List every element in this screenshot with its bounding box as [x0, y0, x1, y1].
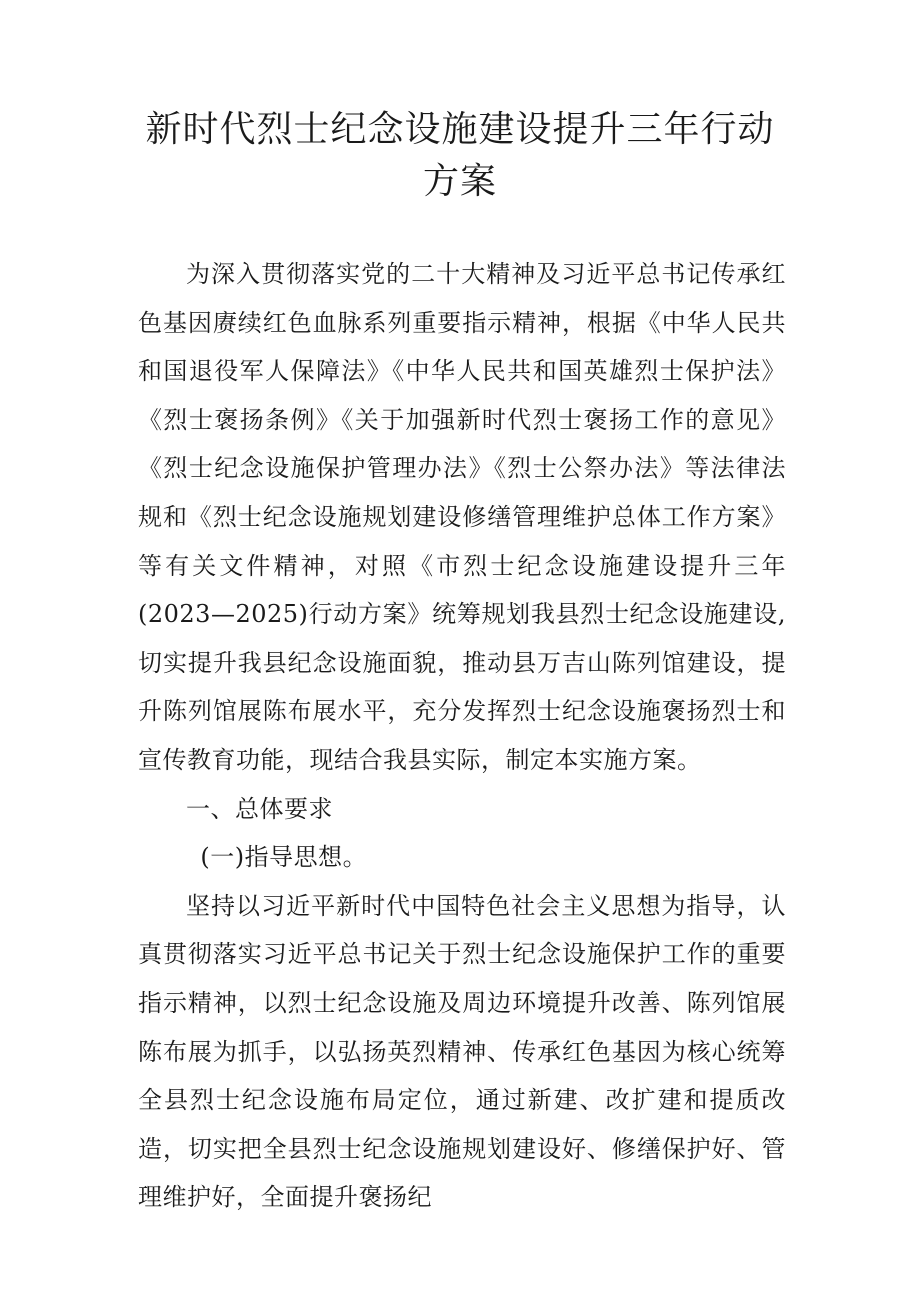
paragraph-guiding-ideology: 坚持以习近平新时代中国特色社会主义思想为指导，认真贯彻落实习近平总书记关于烈士纪念设施保护工作的重要指示精神，以烈士纪念设施及周边环境提升改善、陈列馆展陈布展为抓手，以弘扬英烈精神、传承红色基因为核心统筹全县烈士纪念设施布局定位，通过新建、改扩建和提质改造，切实把全县烈士纪念设施规划建设好、修缮保护好、管理维护好，全面提升褒扬纪	[138, 891, 786, 1212]
document-title: 新时代烈士纪念设施建设提升三年行动方案	[145, 109, 775, 202]
subsection-heading-guiding-ideology: (一)指导思想。	[200, 843, 368, 872]
document-body	[138, 250, 786, 1222]
section-heading-general-requirements: 一、总体要求	[186, 794, 333, 823]
paragraph-preamble: 为深入贯彻落实党的二十大精神及习近平总书记传承红色基因赓续红色血脉系列重要指示精神，根据《中华人民共和国退役军人保障法》《中华人民共和国英雄烈士保护法》《烈士褒扬条例》《关于加强新时代烈士褒扬工作的意见》《烈士纪念设施保护管理办法》《烈士公祭办法》等法律法规和《烈士纪念设施规划建设修缮管理维护总体工作方案》等有关文件精神，对照《市烈士纪念设施建设提升三年(2023—2025)行动方案》统筹规划我县烈士纪念设施建设,切实提升我县纪念设施面貌，推动县万吉山陈列馆建设，提升陈列馆展陈布展水平，充分发挥烈士纪念设施褒扬烈士和宣传教育功能，现结合我县实际，制定本实施方案。	[138, 260, 786, 774]
